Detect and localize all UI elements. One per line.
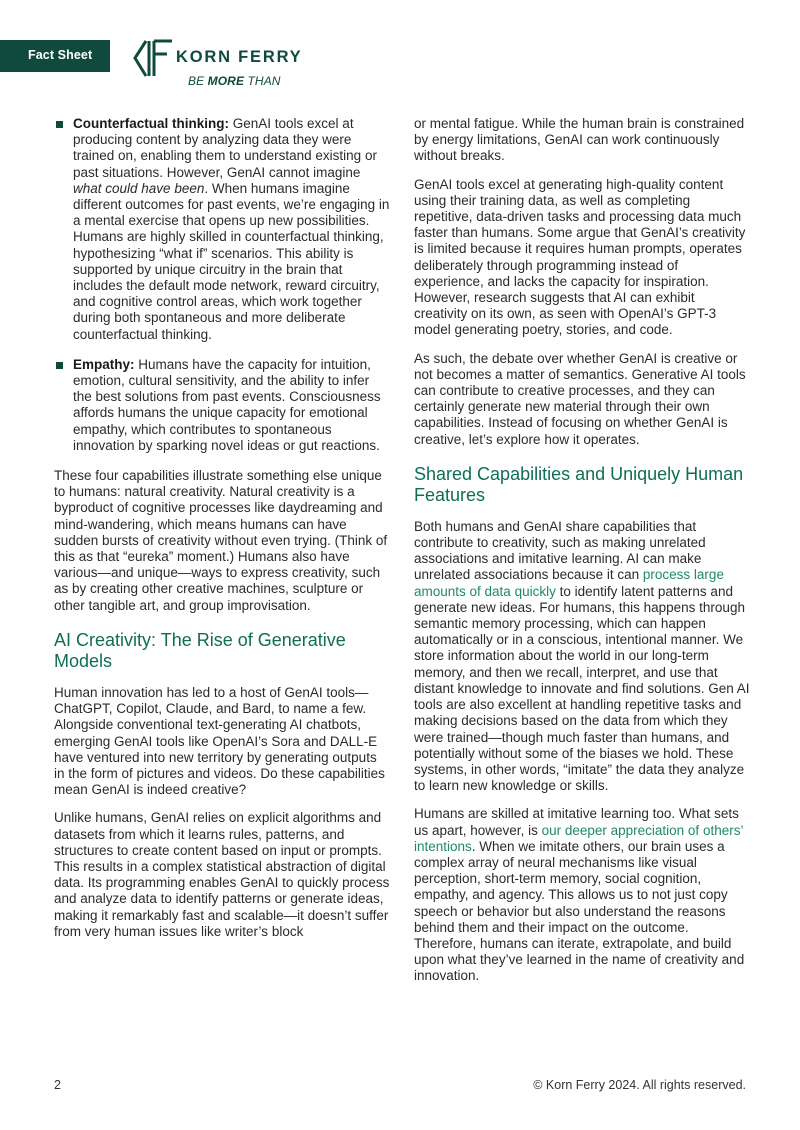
section-heading-ai-creativity: AI Creativity: The Rise of Generative Models — [54, 629, 346, 671]
section-heading-shared-capabilities: Shared Capabilities and Uniquely Human Features — [414, 463, 744, 505]
bullet-square-icon — [56, 121, 63, 128]
bullet-square-icon — [56, 362, 63, 369]
link-deeper-appreciation[interactable]: our deeper appreciation of others’ intentions — [414, 822, 743, 854]
brand-name: KORN FERRY — [176, 48, 303, 66]
korn-ferry-logo — [132, 38, 332, 90]
paragraph: or mental fatigue. While the human brain is constrained by energy limitations, GenAI can work continuously without breaks. — [414, 116, 745, 164]
paragraph: These four capabilities illustrate something else unique to humans: natural creativity. Natural creativity is a byproduct of cognitive processes like daydreaming and mind-wandering, which means humans can have sudden bursts of creativity without even trying. (Think of this as that “eureka” moment.) Humans also have various—and unique—ways to express creativity, such as by creating other creative machines, sculpture or other tangible art, and group improvisation. — [54, 468, 388, 613]
right-column — [414, 116, 750, 997]
left-column — [54, 116, 390, 952]
paragraph: GenAI tools excel at generating high-quality content using their training data, as well as completing repetitive, data-driven tasks and processing data much faster than humans. Some argue that GenAI’s creativity is limited because it requires human prompts, operates deliberately through programming instead of experience, and lacks the capacity for inspiration. However, research suggests that AI can exhibit creativity on its own, as seen with OpenAI’s GPT-3 model generating poetry, stories, and code. — [414, 176, 746, 338]
copyright-notice: © Korn Ferry 2024. All rights reserved. — [533, 1078, 746, 1092]
korn-ferry-mark-icon — [132, 38, 172, 80]
fact-sheet-tag: Fact Sheet — [0, 40, 110, 72]
bullet-counterfactual-thinking: Counterfactual thinking: GenAI tools excel at producing content by analyzing data they were trained on, enabling them to understand existing or past situations. However, GenAI cannot imagine what could have been. When humans imagine different outcomes for past events, we’re engaging in a mental exercise that opens up new possibilities. Humans are highly skilled in counterfactual thinking, hypothesizing “what if” scenarios. This ability is supported by unique circuitry in the brain that includes the default mode network, reward circuitry, and cognitive control areas, which work together during both spontaneous and more deliberate counterfactual thinking. — [54, 116, 390, 343]
paragraph: As such, the debate over whether GenAI is creative or not becomes a matter of semantics. Generative AI tools can contribute to creative processes, and they can certainly generate new material through their own capabilities. Instead of focusing on whether GenAI is creative, let’s explore how it operates. — [414, 350, 746, 447]
paragraph: Humans are skilled at imitative learning too. What sets us apart, however, is our deeper appreciation of others’ intentions. When we imitate others, our brain uses a complex array of neural mechanisms like visual perception, short-term memory, social cognition, empathy, and agency. This allows us to not just copy speech or behavior but also understand the reasons behind them and their impact on the outcome. Therefore, humans can iterate, extrapolate, and build upon what they’ve learned in the name of creativity and innovation. — [414, 806, 745, 984]
page-number: 2 — [54, 1078, 61, 1092]
paragraph: Unlike humans, GenAI relies on explicit algorithms and datasets from which it learns rules, patterns, and structures to create content based on input or prompts. This results in a complex statistical abstraction of digital data. Its programming enables GenAI to quickly process and analyze data to identify patterns or generate ideas, making it remarkably fast and scalable—it doesn’t suffer from very human issues like writer’s block — [54, 810, 390, 939]
paragraph: Both humans and GenAI share capabilities that contribute to creativity, such as making unrelated associations and imitative learning. AI can make unrelated associations because it can process large amounts of data quickly to identify latent patterns and generate new ideas. For humans, this happens through semantic memory processing, which can happen automatically or in a conscious, intentional manner. We store information about the world in our long-term memory, and then we recall, interpret, and use that distant knowledge to innovate and find solutions. Gen AI tools are also excellent at handling repetitive tasks and making decisions based on the data from which they were trained—though much faster than humans, and potentially without some of the biases we hold. These systems, in other words, “imitate” the data they analyze to learn new knowledge or skills. — [414, 518, 750, 794]
bullet-empathy: Empathy: Humans have the capacity for intuition, emotion, cultural sensitivity, and the ability to infer the best solutions from past events. Consciousness affords humans the unique capacity for emotional empathy, which contributes to spontaneous innovation by sparking novel ideas or gut reactions. — [54, 357, 390, 454]
paragraph: Human innovation has led to a host of GenAI tools—ChatGPT, Copilot, Claude, and Bard, to name a few. Alongside conventional text-generating AI chatbots, emerging GenAI tools like OpenAI’s Sora and DALL-E have ventured into new territory by generating outputs in the form of pictures and videos. Do these capabilities mean GenAI is indeed creative? — [54, 684, 385, 798]
brand-tagline: BE MORE THAN — [188, 74, 281, 88]
link-process-large-data[interactable]: process large amounts of data quickly — [414, 567, 724, 599]
